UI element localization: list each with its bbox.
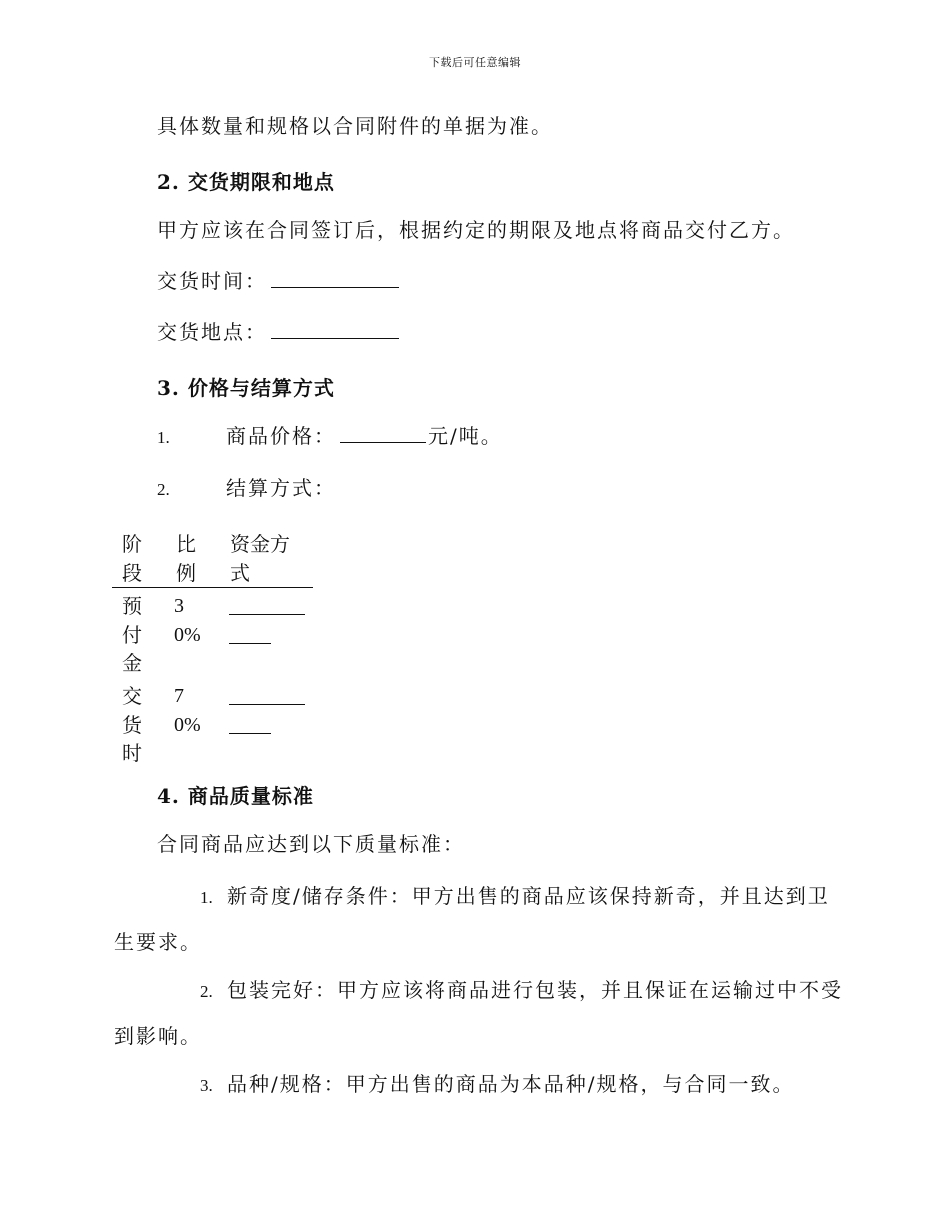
quality-item-number: 1. [200, 888, 213, 907]
settlement-label: 结算方式： [226, 476, 336, 500]
delivery-place-blank[interactable] [271, 318, 399, 339]
table-row-ratio: 70% [174, 685, 201, 736]
table-row-method-blank[interactable] [229, 643, 271, 644]
delivery-place-label: 交货地点： [157, 320, 267, 344]
quality-item-text: 包装完好：甲方应该将商品进行包装，并且保证在运输过中不受到影响。 [114, 978, 843, 1048]
quality-item-number: 2. [200, 982, 213, 1001]
price-blank[interactable] [340, 422, 426, 443]
page-header-note: 下载后可任意编辑 [429, 56, 521, 69]
table-header-method: 资金方式 [230, 532, 290, 585]
delivery-time-blank[interactable] [271, 267, 399, 288]
table-header-rule [112, 587, 313, 588]
quality-item [114, 874, 844, 965]
table-row-stage: 交货时 [122, 684, 142, 765]
quality-item-text: 新奇度/储存条件：甲方出售的商品应该保持新奇，并且达到卫生要求。 [114, 884, 830, 954]
quality-intro: 合同商品应达到以下质量标准： [157, 832, 465, 856]
table-row-method-blank[interactable] [229, 733, 271, 734]
delivery-place-row [157, 310, 399, 355]
section-heading-quality: 4. 商品质量标准 [157, 784, 314, 808]
table-row-stage: 预付金 [122, 594, 142, 675]
price-label: 商品价格： [226, 424, 336, 448]
table-row-method-blank[interactable] [229, 614, 305, 615]
delivery-time-label: 交货时间： [157, 269, 267, 293]
settlement-item-number: 2. [157, 480, 170, 499]
delivery-time-row [157, 259, 399, 304]
quality-item [114, 968, 844, 1059]
table-row-ratio: 30% [174, 595, 201, 646]
quantity-paragraph: 具体数量和规格以合同附件的单据为准。 [157, 114, 553, 138]
section-heading-delivery: 2. 交货期限和地点 [157, 170, 335, 194]
table-row-method-blank[interactable] [229, 704, 305, 705]
table-header-stage: 阶段 [122, 532, 142, 585]
price-item-number: 1. [157, 428, 170, 447]
delivery-paragraph: 甲方应该在合同签订后，根据约定的期限及地点将商品交付乙方。 [157, 218, 795, 242]
quality-item [114, 1062, 844, 1108]
quality-item-text: 品种/规格：甲方出售的商品为本品种/规格，与合同一致。 [227, 1072, 795, 1096]
section-heading-price: 3. 价格与结算方式 [157, 376, 335, 400]
table-header-ratio: 比例 [176, 532, 196, 585]
quality-item-number: 3. [200, 1076, 213, 1095]
price-unit: 元/吨。 [428, 424, 503, 448]
price-item-row [226, 414, 503, 459]
